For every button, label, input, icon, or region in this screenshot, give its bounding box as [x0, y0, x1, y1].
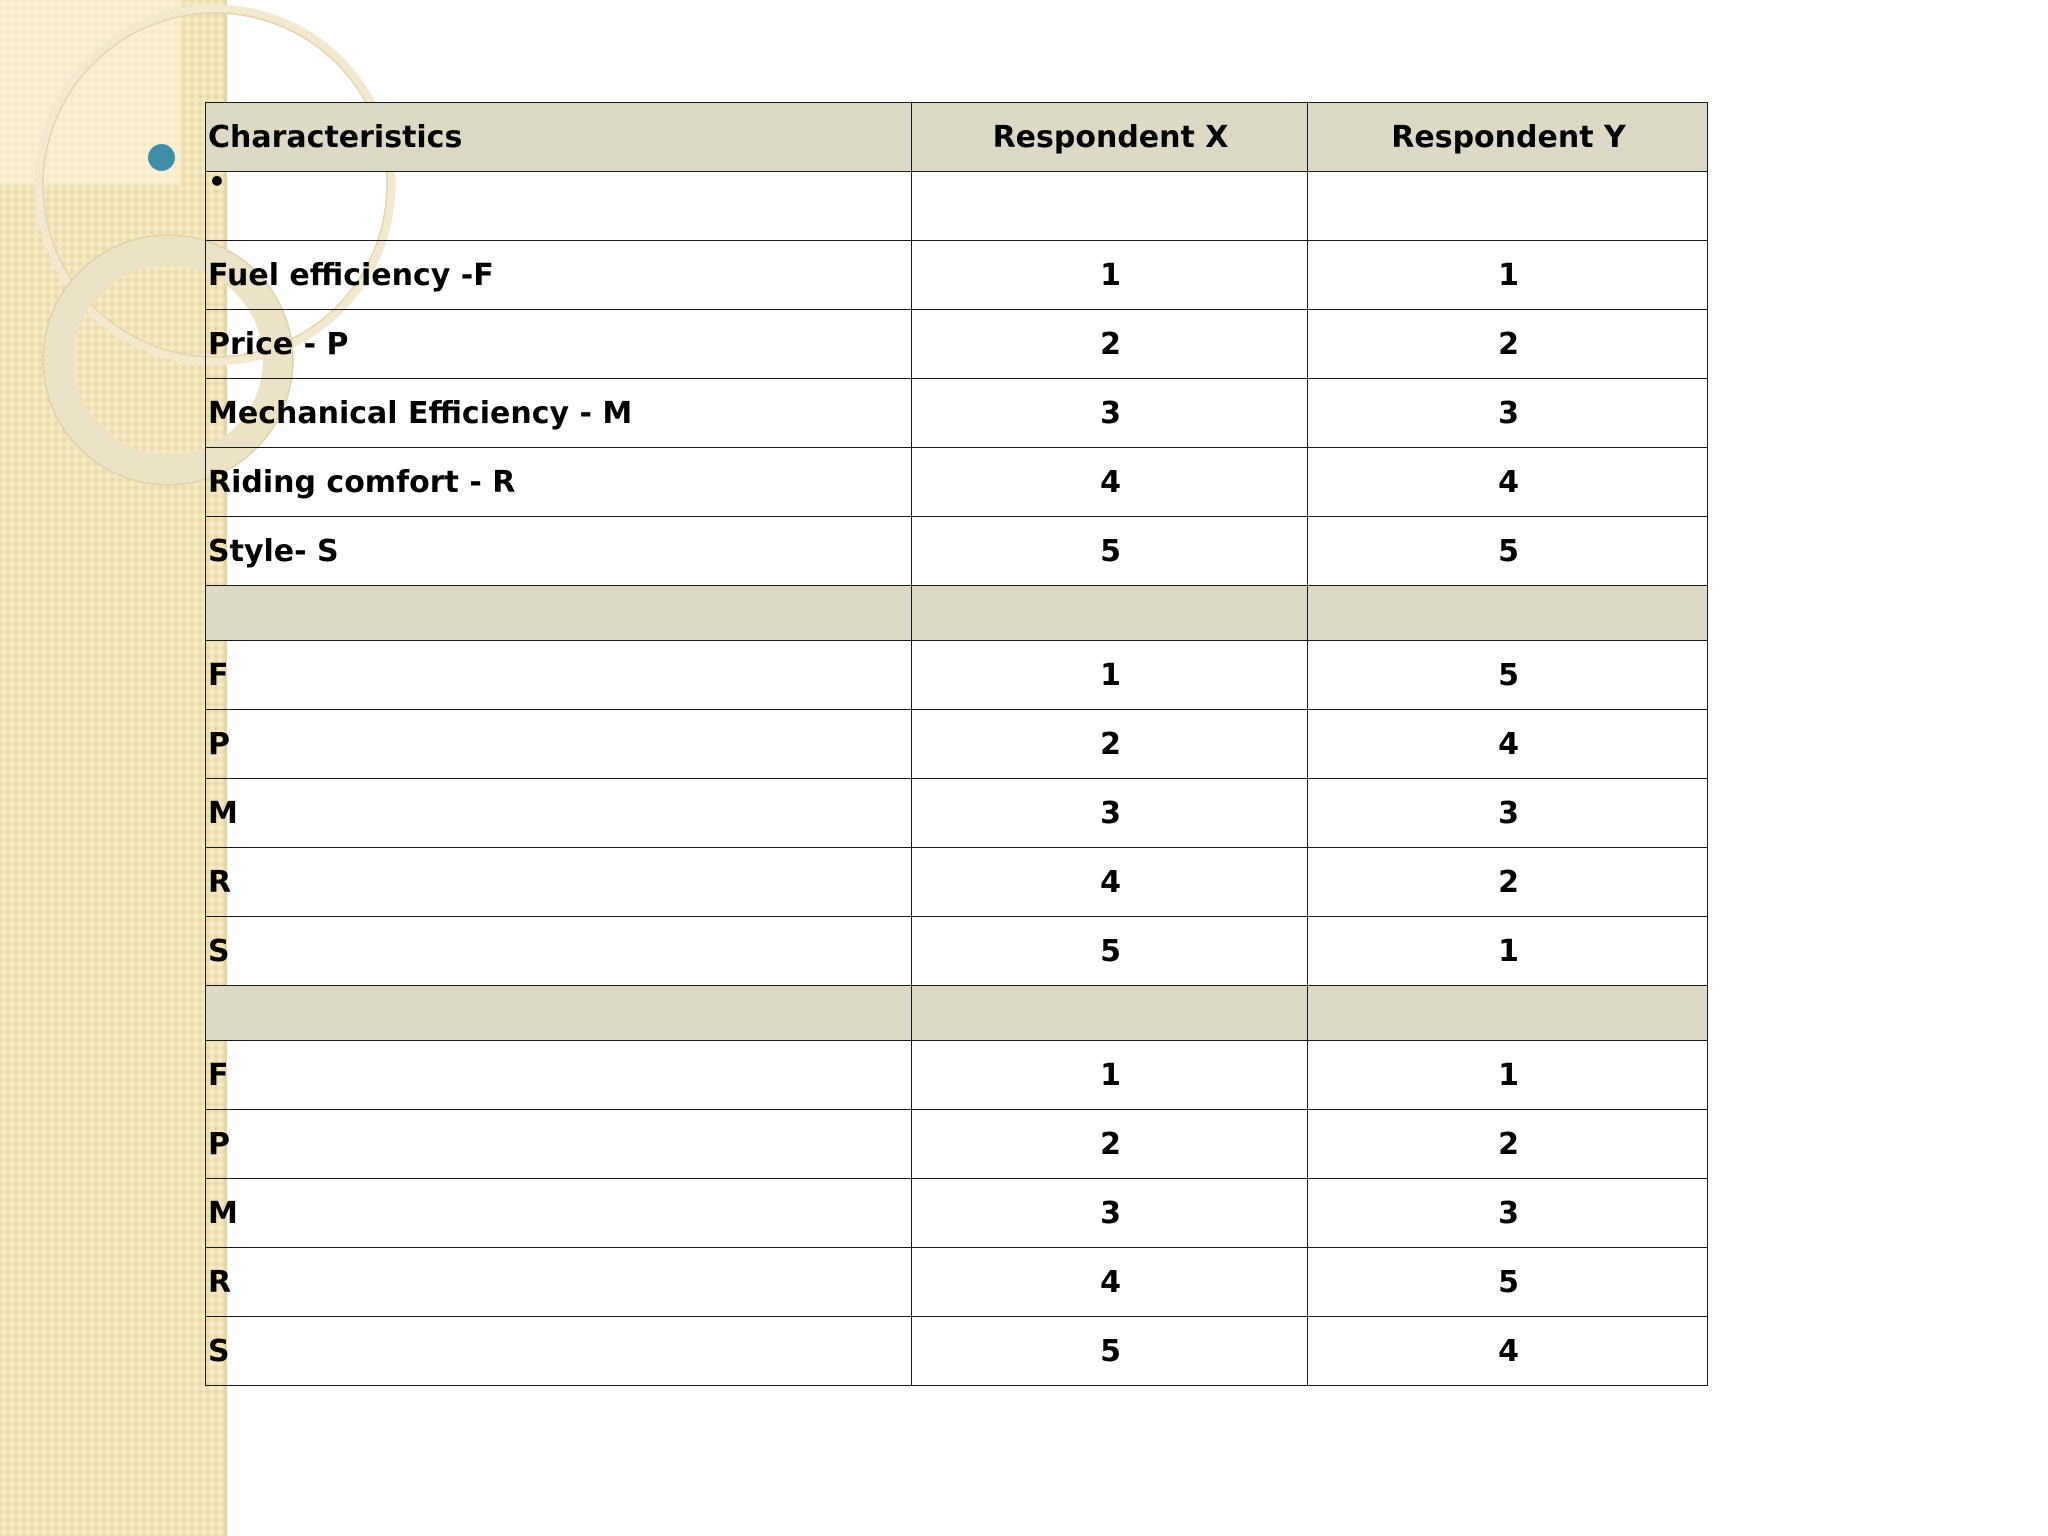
row-label: M: [206, 779, 912, 848]
cell-respondent-y: [1308, 172, 1708, 241]
cell-respondent-y: 5: [1308, 641, 1708, 710]
table-row: [206, 779, 1708, 848]
header-respondent-x: Respondent X: [912, 103, 1308, 172]
table-row: [206, 1041, 1708, 1110]
cell-respondent-x: 2: [912, 710, 1308, 779]
separator-cell: [206, 986, 912, 1041]
row-label: F: [206, 1041, 912, 1110]
cell-respondent-y: 4: [1308, 1317, 1708, 1386]
cell-respondent-y: 5: [1308, 517, 1708, 586]
cell-respondent-x: 1: [912, 641, 1308, 710]
cell-respondent-x: 5: [912, 1317, 1308, 1386]
bullet-marker: •: [208, 171, 226, 198]
separator-cell: [1308, 986, 1708, 1041]
cell-respondent-y: 2: [1308, 310, 1708, 379]
row-label: Riding comfort - R: [206, 448, 912, 517]
cell-respondent-y: 1: [1308, 1041, 1708, 1110]
separator-cell: [1308, 586, 1708, 641]
header-characteristics: Characteristics: [206, 103, 912, 172]
cell-respondent-y: 2: [1308, 848, 1708, 917]
table-row: [206, 1179, 1708, 1248]
cell-respondent-x: 3: [912, 379, 1308, 448]
row-label: S: [206, 917, 912, 986]
table-row: [206, 448, 1708, 517]
table-row: [206, 710, 1708, 779]
bullet-dot-icon: [148, 144, 175, 171]
table-row: [206, 1248, 1708, 1317]
cell-respondent-x: 5: [912, 517, 1308, 586]
table-header-row: [206, 103, 1708, 172]
cell-respondent-x: 4: [912, 848, 1308, 917]
table-separator-row: [206, 586, 1708, 641]
row-label: M: [206, 1179, 912, 1248]
separator-cell: [912, 986, 1308, 1041]
row-label: Style- S: [206, 517, 912, 586]
cell-respondent-x: 1: [912, 1041, 1308, 1110]
cell-respondent-y: 1: [1308, 917, 1708, 986]
cell-respondent-x: [912, 172, 1308, 241]
row-label: R: [206, 848, 912, 917]
table-row: [206, 848, 1708, 917]
separator-cell: [912, 586, 1308, 641]
row-label: Fuel efficiency -F: [206, 241, 912, 310]
table-row: [206, 172, 1708, 241]
table-row: [206, 917, 1708, 986]
cell-respondent-y: 3: [1308, 1179, 1708, 1248]
row-label: [206, 172, 912, 241]
respondent-ranking-table: [205, 102, 1708, 1386]
cell-respondent-y: 1: [1308, 241, 1708, 310]
row-label: F: [206, 641, 912, 710]
row-label: Price - P: [206, 310, 912, 379]
cell-respondent-y: 4: [1308, 448, 1708, 517]
cell-respondent-y: 4: [1308, 710, 1708, 779]
cell-respondent-x: 4: [912, 1248, 1308, 1317]
table-separator-row: [206, 986, 1708, 1041]
cell-respondent-y: 3: [1308, 379, 1708, 448]
table-row: [206, 310, 1708, 379]
table-row: [206, 1110, 1708, 1179]
table-row: [206, 641, 1708, 710]
row-label: P: [206, 1110, 912, 1179]
table-row: [206, 1317, 1708, 1386]
cell-respondent-y: 5: [1308, 1248, 1708, 1317]
separator-cell: [206, 586, 912, 641]
row-label: P: [206, 710, 912, 779]
table-row: [206, 517, 1708, 586]
cell-respondent-x: 2: [912, 1110, 1308, 1179]
table-row: [206, 241, 1708, 310]
row-label: S: [206, 1317, 912, 1386]
cell-respondent-x: 3: [912, 1179, 1308, 1248]
cell-respondent-y: 2: [1308, 1110, 1708, 1179]
cell-respondent-x: 5: [912, 917, 1308, 986]
table-row: [206, 379, 1708, 448]
cell-respondent-x: 2: [912, 310, 1308, 379]
row-label: Mechanical Efficiency - M: [206, 379, 912, 448]
cell-respondent-x: 1: [912, 241, 1308, 310]
cell-respondent-x: 3: [912, 779, 1308, 848]
header-respondent-y: Respondent Y: [1308, 103, 1708, 172]
cell-respondent-y: 3: [1308, 779, 1708, 848]
cell-respondent-x: 4: [912, 448, 1308, 517]
row-label: R: [206, 1248, 912, 1317]
